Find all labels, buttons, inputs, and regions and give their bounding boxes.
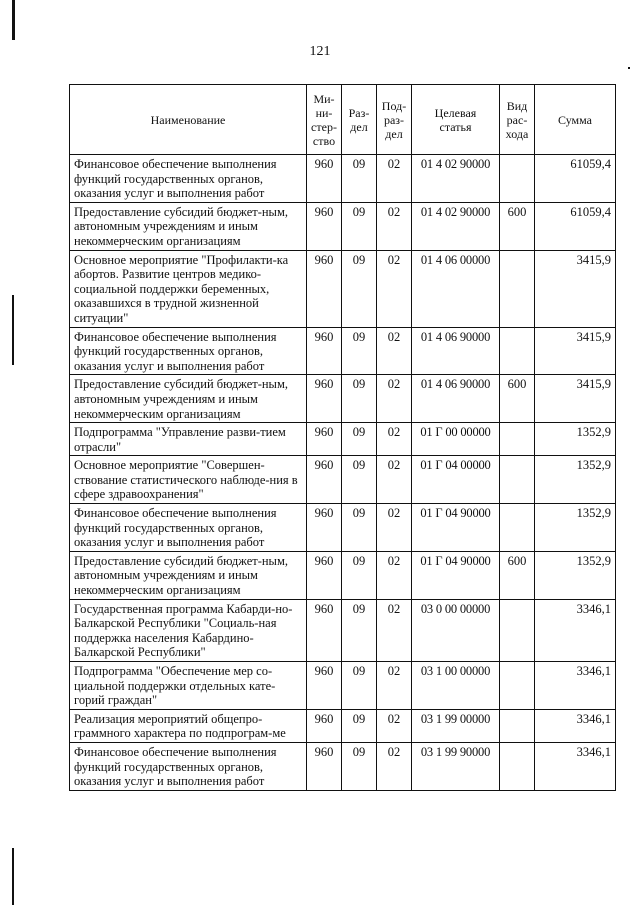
cell-expense-type: 600 bbox=[500, 551, 535, 599]
cell-target: 03 1 99 00000 bbox=[412, 709, 500, 742]
cell-name: Предоставление субсидий бюджет-ным, автономным учреждениям и иным некоммерческим организациям bbox=[70, 375, 307, 423]
cell-section: 09 bbox=[342, 456, 377, 504]
cell-expense-type bbox=[500, 423, 535, 456]
table-row bbox=[70, 456, 616, 504]
header-target-text: Целевая статья bbox=[434, 105, 477, 134]
header-subsection bbox=[377, 85, 412, 155]
cell-section: 09 bbox=[342, 742, 377, 790]
cell-amount: 3346,1 bbox=[535, 662, 616, 710]
cell-name: Государственная программа Кабарди-но-Балкарской Республики "Социаль-ная поддержка населения Кабардино-Балкарской Республики" bbox=[70, 599, 307, 661]
cell-expense-type bbox=[500, 599, 535, 661]
cell-section: 09 bbox=[342, 375, 377, 423]
table-row bbox=[70, 250, 616, 327]
cell-target: 01 Г 04 90000 bbox=[412, 504, 500, 552]
cell-amount: 3346,1 bbox=[535, 742, 616, 790]
cell-ministry: 960 bbox=[307, 599, 342, 661]
cell-subsection: 02 bbox=[377, 423, 412, 456]
cell-amount: 1352,9 bbox=[535, 423, 616, 456]
cell-expense-type bbox=[500, 709, 535, 742]
cell-expense-type: 600 bbox=[500, 375, 535, 423]
cell-expense-type bbox=[500, 327, 535, 375]
cell-target: 01 Г 04 90000 bbox=[412, 551, 500, 599]
cell-name: Основное мероприятие "Совершен-ствование статистического наблюде-ния в сфере здравоохранения" bbox=[70, 456, 307, 504]
cell-subsection: 02 bbox=[377, 742, 412, 790]
table-row bbox=[70, 662, 616, 710]
table-row bbox=[70, 155, 616, 203]
header-ministry-text: Ми- ни- стер- ство bbox=[311, 91, 337, 148]
table-row bbox=[70, 504, 616, 552]
cell-name: Финансовое обеспечение выполнения функций государственных органов, оказания услуг и выполнения работ bbox=[70, 327, 307, 375]
header-subsection-text: Под- раз- дел bbox=[381, 98, 407, 141]
cell-name: Финансовое обеспечение выполнения функций государственных органов, оказания услуг и выполнения работ bbox=[70, 155, 307, 203]
header-expense-type-text: Вид рас- хода bbox=[505, 98, 529, 141]
cell-subsection: 02 bbox=[377, 375, 412, 423]
cell-section: 09 bbox=[342, 662, 377, 710]
cell-ministry: 960 bbox=[307, 662, 342, 710]
cell-section: 09 bbox=[342, 599, 377, 661]
cell-expense-type bbox=[500, 504, 535, 552]
cell-name: Предоставление субсидий бюджет-ным, автономным учреждениям и иным некоммерческим организациям bbox=[70, 202, 307, 250]
cell-subsection: 02 bbox=[377, 709, 412, 742]
cell-expense-type bbox=[500, 456, 535, 504]
header-name bbox=[70, 85, 307, 155]
cell-subsection: 02 bbox=[377, 155, 412, 203]
header-section-text: Раз- дел bbox=[348, 105, 370, 134]
cell-section: 09 bbox=[342, 250, 377, 327]
scan-edge-mark-bottom bbox=[12, 848, 14, 905]
cell-target: 01 4 02 90000 bbox=[412, 155, 500, 203]
cell-section: 09 bbox=[342, 202, 377, 250]
cell-ministry: 960 bbox=[307, 504, 342, 552]
cell-section: 09 bbox=[342, 551, 377, 599]
cell-ministry: 960 bbox=[307, 202, 342, 250]
cell-subsection: 02 bbox=[377, 504, 412, 552]
header-amount bbox=[535, 85, 616, 155]
cell-subsection: 02 bbox=[377, 551, 412, 599]
cell-target: 01 4 06 90000 bbox=[412, 327, 500, 375]
cell-ministry: 960 bbox=[307, 327, 342, 375]
cell-name: Основное мероприятие "Профилакти-ка абортов. Развитие центров медико-социальной поддержки беременных, оказавшихся в трудной жизненной ситуации" bbox=[70, 250, 307, 327]
scan-edge-mark-middle bbox=[12, 295, 14, 365]
cell-expense-type bbox=[500, 250, 535, 327]
table-row bbox=[70, 709, 616, 742]
cell-expense-type bbox=[500, 742, 535, 790]
cell-ministry: 960 bbox=[307, 742, 342, 790]
cell-subsection: 02 bbox=[377, 202, 412, 250]
cell-name: Подпрограмма "Управление разви-тием отрасли" bbox=[70, 423, 307, 456]
cell-target: 01 4 06 90000 bbox=[412, 375, 500, 423]
cell-ministry: 960 bbox=[307, 709, 342, 742]
cell-target: 01 4 02 90000 bbox=[412, 202, 500, 250]
page-number: 121 bbox=[309, 44, 331, 59]
cell-name: Предоставление субсидий бюджет-ным, автономным учреждениям и иным некоммерческим организациям bbox=[70, 551, 307, 599]
cell-amount: 1352,9 bbox=[535, 504, 616, 552]
cell-section: 09 bbox=[342, 504, 377, 552]
cell-subsection: 02 bbox=[377, 599, 412, 661]
header-section bbox=[342, 85, 377, 155]
table-header-row bbox=[70, 85, 616, 155]
cell-target: 01 4 06 00000 bbox=[412, 250, 500, 327]
cell-ministry: 960 bbox=[307, 423, 342, 456]
cell-amount: 3415,9 bbox=[535, 327, 616, 375]
cell-amount: 3346,1 bbox=[535, 709, 616, 742]
cell-section: 09 bbox=[342, 155, 377, 203]
cell-expense-type: 600 bbox=[500, 202, 535, 250]
cell-amount: 61059,4 bbox=[535, 202, 616, 250]
cell-amount: 3415,9 bbox=[535, 250, 616, 327]
cell-name: Подпрограмма "Обеспечение мер со-циальной поддержки отдельных кате-горий граждан" bbox=[70, 662, 307, 710]
cell-name: Финансовое обеспечение выполнения функций государственных органов, оказания услуг и выполнения работ bbox=[70, 504, 307, 552]
cell-target: 01 Г 04 00000 bbox=[412, 456, 500, 504]
cell-target: 03 1 99 90000 bbox=[412, 742, 500, 790]
cell-section: 09 bbox=[342, 423, 377, 456]
cell-ministry: 960 bbox=[307, 155, 342, 203]
table-row bbox=[70, 202, 616, 250]
cell-subsection: 02 bbox=[377, 456, 412, 504]
cell-amount: 1352,9 bbox=[535, 456, 616, 504]
header-expense-type bbox=[500, 85, 535, 155]
table-row bbox=[70, 423, 616, 456]
cell-expense-type bbox=[500, 662, 535, 710]
cell-subsection: 02 bbox=[377, 327, 412, 375]
cell-subsection: 02 bbox=[377, 250, 412, 327]
scan-dot bbox=[628, 67, 630, 69]
header-amount-text: Сумма bbox=[558, 112, 592, 127]
cell-ministry: 960 bbox=[307, 250, 342, 327]
header-name-text: Наименование bbox=[150, 112, 226, 127]
table-row bbox=[70, 742, 616, 790]
cell-name: Финансовое обеспечение выполнения функций государственных органов, оказания услуг и выполнения работ bbox=[70, 742, 307, 790]
budget-table bbox=[69, 84, 616, 791]
cell-amount: 3346,1 bbox=[535, 599, 616, 661]
header-ministry bbox=[307, 85, 342, 155]
table-row bbox=[70, 551, 616, 599]
cell-ministry: 960 bbox=[307, 551, 342, 599]
cell-name: Реализация мероприятий общепро-граммного характера по подпрограм-ме bbox=[70, 709, 307, 742]
cell-amount: 61059,4 bbox=[535, 155, 616, 203]
cell-target: 01 Г 00 00000 bbox=[412, 423, 500, 456]
cell-expense-type bbox=[500, 155, 535, 203]
table-row bbox=[70, 327, 616, 375]
table-row bbox=[70, 599, 616, 661]
cell-target: 03 1 00 00000 bbox=[412, 662, 500, 710]
table-row bbox=[70, 375, 616, 423]
cell-amount: 1352,9 bbox=[535, 551, 616, 599]
cell-amount: 3415,9 bbox=[535, 375, 616, 423]
cell-ministry: 960 bbox=[307, 456, 342, 504]
header-target bbox=[412, 85, 500, 155]
scan-edge-mark-top bbox=[12, 0, 15, 40]
cell-section: 09 bbox=[342, 327, 377, 375]
cell-ministry: 960 bbox=[307, 375, 342, 423]
cell-subsection: 02 bbox=[377, 662, 412, 710]
cell-section: 09 bbox=[342, 709, 377, 742]
cell-target: 03 0 00 00000 bbox=[412, 599, 500, 661]
